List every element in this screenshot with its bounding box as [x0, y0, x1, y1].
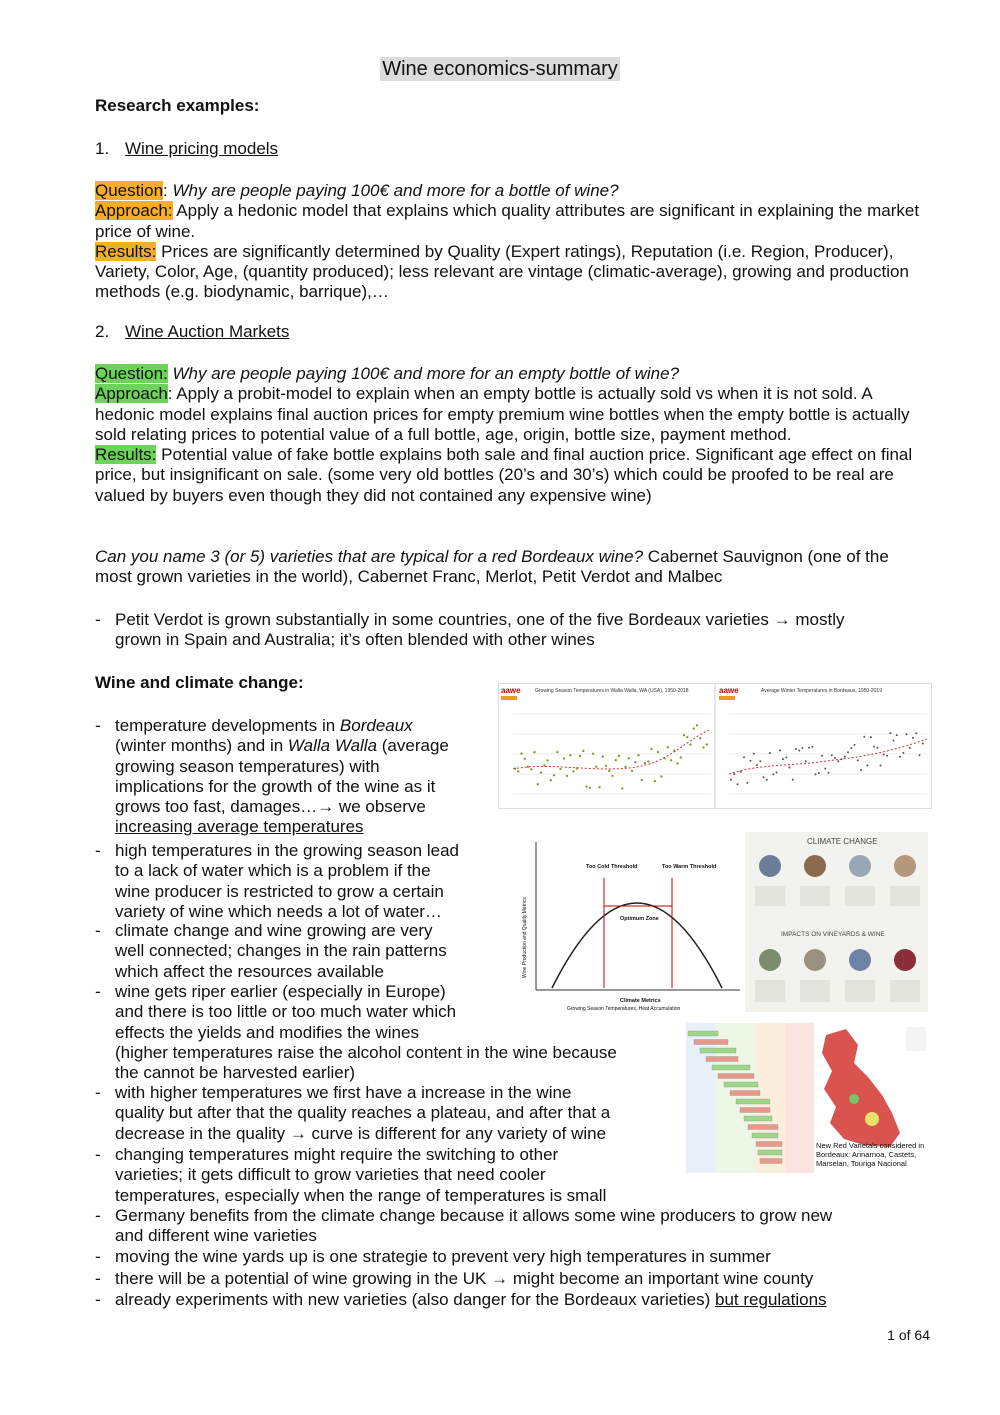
scatter-point: [572, 770, 574, 772]
dash: -: [95, 716, 101, 735]
results-label: Results:: [95, 241, 157, 261]
line: wine gets riper earlier (especially in Europe): [115, 982, 446, 1001]
icon-wine: [894, 949, 916, 971]
scatter-point: [641, 779, 643, 781]
question-label: Question:: [95, 364, 168, 383]
scatter-point: [893, 740, 895, 742]
line: Germany benefits from the climate change because it allows some wine producers to grow new: [115, 1206, 833, 1225]
scatter-point: [753, 753, 755, 755]
scatter-point: [699, 737, 701, 739]
scatter-point: [922, 743, 924, 745]
scatter-point: [683, 734, 685, 736]
scatter-point: [579, 755, 581, 757]
scatter-point: [537, 783, 539, 785]
line: grown in Spain and Australia; it’s often blended with other wines: [115, 630, 595, 650]
variety-bar: [756, 1142, 782, 1147]
dash: -: [95, 982, 101, 1001]
scatter-point: [637, 754, 639, 756]
line: growing season temperatures) with: [115, 756, 380, 776]
scatter-point: [602, 755, 604, 757]
scatter-point: [553, 774, 555, 776]
scatter-point: [837, 760, 839, 762]
scatter-point: [693, 727, 695, 729]
icon-phenology: [759, 949, 781, 971]
scatter-point: [650, 748, 652, 750]
variety-bar: [694, 1040, 728, 1045]
text-block: [800, 980, 830, 1002]
bullet-text: [115, 921, 495, 982]
text-block: [890, 980, 920, 1002]
scatter-point: [769, 752, 771, 754]
scatter-point: [670, 759, 672, 761]
dash: -: [95, 1083, 101, 1102]
logo-left: aawe: [501, 686, 521, 695]
line: high temperatures in the growing season lead: [115, 841, 459, 860]
scatter-point: [517, 770, 519, 772]
page-title: Wine economics-summary: [382, 58, 618, 80]
optimum-zone-svg: [512, 838, 742, 1013]
scatter-point: [828, 772, 830, 774]
line: varieties; it gets difficult to grow varieties that need cooler: [115, 1165, 546, 1185]
bullet-text: there will be a potential of wine growing in the UK → might become an important wine county: [115, 1269, 814, 1288]
scatter-point: [737, 783, 739, 785]
scatter-point: [847, 751, 849, 753]
zone-cool: [686, 1023, 716, 1173]
scatter-point: [595, 766, 597, 768]
scatter-point: [559, 768, 561, 770]
scatter-point: [733, 773, 735, 775]
scatter-point: [631, 770, 633, 772]
scatter-point: [644, 762, 646, 764]
variety-bar: [744, 1116, 772, 1121]
scatter-point: [919, 754, 921, 756]
scatter-point: [808, 747, 810, 749]
logo-bar-right: [719, 696, 735, 700]
scatter-point: [824, 768, 826, 770]
scatter-point: [589, 787, 591, 789]
results-text: Prices are significantly determined by Quality (Expert ratings), Reputation (i.e. Region, Producer), Variety, Color, Age, (quantity produced); less relevant are vintage (climatic-average), growing and production methods (e.g. biodynamic, barrique),…: [95, 241, 909, 302]
bullet-text: [115, 1206, 935, 1247]
scatter-point: [556, 751, 558, 753]
place-bordeaux: Bordeaux: [339, 716, 413, 735]
scatter-point: [896, 734, 898, 736]
scatter-point: [660, 775, 662, 777]
scatter-point: [863, 736, 865, 738]
approach-label: Approach:: [95, 201, 173, 221]
scatter-point: [880, 765, 882, 767]
scatter-point: [696, 724, 698, 726]
place-walla-walla: Walla Walla: [287, 736, 378, 756]
varieties-question: Can you name 3 (or 5) varieties that are typical for a red Bordeaux wine?: [95, 547, 644, 566]
x-axis-sub-label: Growing Season Temperatures, Heat Accumulation: [567, 1006, 681, 1012]
scatter-point: [582, 750, 584, 752]
approach-label: Approach: [95, 384, 168, 404]
scatter-point: [569, 754, 571, 756]
scatter-point: [598, 786, 600, 788]
variety-bar: [700, 1048, 736, 1053]
scatter-point: [566, 775, 568, 777]
scatter-point: [876, 747, 878, 749]
optimum-zone-figure: [512, 838, 742, 1013]
icon-temperature: [759, 855, 781, 877]
dash: -: [95, 610, 101, 629]
line: increasing average temperatures: [115, 817, 364, 837]
scatter-point: [706, 743, 708, 745]
line: grows too fast, damages…→ we observe: [115, 797, 426, 817]
variety-bar: [688, 1031, 718, 1036]
icon-ecosystems: [894, 855, 916, 877]
dash: -: [95, 921, 101, 940]
scatter-point: [870, 736, 872, 738]
dash: -: [95, 1269, 101, 1288]
scatter-point: [867, 765, 869, 767]
line: to a lack of water which is a problem if the: [115, 861, 431, 881]
line: changing temperatures might require the switching to other: [115, 1145, 559, 1164]
line: already experiments with new varieties (also danger for the Bordeaux varieties): [115, 1290, 716, 1309]
scatter-point: [621, 787, 623, 789]
impacts-header: IMPACTS ON VINEYARDS & WINE: [781, 931, 885, 938]
scatter-point: [702, 746, 704, 748]
scatter-point: [815, 773, 817, 775]
variety-bar: [752, 1133, 778, 1138]
scatter-point: [854, 744, 856, 746]
approach-text: Apply a hedonic model that explains which quality attributes are significant in explaining the market price of wine.: [95, 201, 920, 241]
scatter-point: [886, 755, 888, 757]
scatter-point: [530, 768, 532, 770]
logo-right: aawe: [719, 686, 739, 695]
line: implications for the growth of the wine as it: [115, 776, 436, 796]
bullet-text: moving the wine yards up is one strategie to prevent very high temperatures in summer: [115, 1247, 771, 1266]
bullet-text: [115, 1145, 695, 1206]
varieties-map-figure: [686, 1015, 928, 1175]
temperature-charts-figure: [498, 683, 932, 809]
scatter-point: [743, 756, 745, 758]
variety-bar: [736, 1099, 770, 1104]
scatter-point: [844, 756, 846, 758]
scatter-point: [615, 759, 617, 761]
text-block: [755, 980, 785, 1002]
line: decrease in the quality → curve is different for any variety of wine: [115, 1123, 607, 1143]
icon-hydric-stress: [804, 949, 826, 971]
scatter-point: [873, 746, 875, 748]
scatter-point: [906, 733, 908, 735]
scatter-point: [811, 746, 813, 748]
scatter-point: [585, 785, 587, 787]
scatter-point: [850, 747, 852, 749]
scatter-point: [789, 767, 791, 769]
scatter-point: [608, 770, 610, 772]
bullet-text: [115, 716, 495, 838]
variety-bar: [706, 1057, 738, 1062]
list-number: 1.: [95, 139, 110, 158]
scatter-point: [605, 765, 607, 767]
scatter-point: [654, 780, 656, 782]
research-heading: Research examples:: [95, 96, 260, 115]
bullet-text: [115, 1083, 695, 1144]
dash: -: [95, 1206, 101, 1225]
uk-map: [822, 1029, 900, 1147]
approach-text: : Apply a probit-model to explain when an empty bottle is actually sold vs when it is not sold. A hedonic model explains final auction prices for empty premium wine bottles when the empty bottle is actually sold relating prices to potential value of a full bottle, age, origin, bottle size, payment method.: [95, 384, 910, 444]
line: with higher temperatures we first have a increase in the wine: [115, 1083, 572, 1102]
line: wine producer is restricted to grow a certain: [115, 881, 444, 901]
variety-bar: [718, 1074, 754, 1079]
list-number: 2.: [95, 322, 110, 341]
variety-bar: [730, 1091, 760, 1096]
logo-bar-left: [501, 696, 517, 700]
scatter-point: [680, 756, 682, 758]
scatter-point: [647, 760, 649, 762]
separator: :: [163, 181, 173, 200]
question-text: Why are people paying 100€ and more for an empty bottle of wine?: [167, 364, 680, 383]
map-caption-wrap: [816, 1141, 928, 1175]
too-warm-label: Too Warm Threshold: [662, 864, 717, 870]
page-number: 1 of 64: [887, 1327, 930, 1343]
variety-bar: [712, 1065, 750, 1070]
scatter-point: [857, 759, 859, 761]
text-block: [845, 886, 875, 906]
line: but regulations: [715, 1290, 827, 1309]
results-label: Results:: [95, 445, 157, 465]
scatter-point: [915, 732, 917, 734]
question-text: Why are people paying 100€ and more for a bottle of wine?: [172, 181, 619, 200]
scatter-point: [883, 754, 885, 756]
line: (higher temperatures raise the alcohol content in the wine because: [115, 1042, 617, 1062]
scatter-point: [912, 737, 914, 739]
list-item-2: [95, 322, 289, 342]
line: temperature developments in: [115, 716, 340, 735]
scatter-point: [756, 764, 758, 766]
scatter-point: [763, 776, 765, 778]
scatter-point: [821, 755, 823, 757]
climate-impacts-figure: [745, 832, 928, 1012]
dash: -: [95, 1290, 101, 1309]
line: and there is too little or too much water which: [115, 1002, 457, 1022]
scatter-point: [592, 753, 594, 755]
variety-bar: [758, 1150, 782, 1155]
scatter-point: [802, 747, 804, 749]
variety-bar: [748, 1125, 778, 1130]
question-label: Question: [95, 181, 164, 200]
title-wrap: [0, 58, 1000, 81]
y-axis-label: Wine Production and Quality Metrics: [522, 897, 528, 978]
text-block: [845, 980, 875, 1002]
scatter-point: [686, 736, 688, 738]
scatter-point: [546, 759, 548, 761]
scatter-point: [782, 758, 784, 760]
bullet-text: [115, 610, 844, 651]
dash: -: [95, 1145, 101, 1164]
scatter-point: [889, 732, 891, 734]
line: climate change and wine growing are very: [115, 921, 433, 940]
zone-hot: [786, 1023, 814, 1173]
scatter-point: [805, 760, 807, 762]
varieties-map-svg: [686, 1015, 928, 1175]
scatter-point: [550, 779, 552, 781]
scatter-point: [520, 752, 522, 754]
scatter-point: [785, 756, 787, 758]
line: which affect the resources available: [115, 961, 385, 981]
scatter-point: [759, 760, 761, 762]
map-zone: [849, 1094, 859, 1104]
variety-bar: [760, 1159, 782, 1164]
varieties-answer: Cabernet Sauvignon (one of the most grown varieties in the world), Cabernet Franc, Merlot, Petit Verdot and Malbec: [95, 547, 889, 587]
optimum-label: Optimum Zone: [620, 916, 659, 922]
line: variety of wine which needs a lot of water…: [115, 901, 442, 921]
map-caption: New Red Varietals considered in Bordeaux: Arinarnoa, Castets, Marselan, Touriga Nacional: [816, 1141, 925, 1168]
scatter-point: [618, 755, 620, 757]
line: (winter months) and in: [115, 736, 288, 756]
scatter-point: [795, 748, 797, 750]
scatter-point: [624, 766, 626, 768]
line: effects the yields and modifies the wines: [115, 1022, 419, 1042]
line: well connected; changes in the rain patterns: [115, 941, 447, 961]
text-block: [755, 886, 785, 906]
petit-verdot-bullet: [95, 610, 935, 652]
scatter-point: [772, 773, 774, 775]
scatter-point: [860, 769, 862, 771]
scatter-point: [628, 757, 630, 759]
scatter-point: [634, 761, 636, 763]
scatter-point: [750, 760, 752, 762]
line: the cannot be harvested earlier): [115, 1063, 356, 1083]
auction-block: [95, 364, 925, 506]
line: quality but after that the quality reaches a plateau, and after that a: [115, 1103, 611, 1123]
icon-yield: [849, 949, 871, 971]
scatter-point: [533, 751, 535, 753]
list-item-1: [95, 139, 278, 159]
variety-bar: [740, 1108, 770, 1113]
icon-seasons: [804, 855, 826, 877]
too-cold-label: Too Cold Threshold: [586, 864, 638, 870]
scatter-point: [657, 751, 659, 753]
scatter-point: [563, 757, 565, 759]
zone-intermediate: [716, 1023, 756, 1173]
scatter-point: [831, 754, 833, 756]
icon-rainfall: [849, 855, 871, 877]
scatter-point: [834, 757, 836, 759]
map-zone: [865, 1112, 879, 1126]
scatter-point: [667, 746, 669, 748]
line: temperatures, especially when the range of temperatures is small: [115, 1185, 607, 1205]
scatter-point: [540, 771, 542, 773]
scatter-point: [776, 771, 778, 773]
scatter-point: [524, 758, 526, 760]
scatter-point: [746, 782, 748, 784]
x-axis-label: Climate Metrics: [620, 998, 661, 1004]
climate-change-header: CLIMATE CHANGE: [807, 837, 878, 846]
line: (average: [377, 736, 449, 756]
climate-impacts-svg: [745, 832, 928, 1012]
line: and different wine varieties: [115, 1226, 317, 1246]
dash: -: [95, 841, 101, 860]
scatter-point: [611, 775, 613, 777]
temperature-charts-svg: [499, 684, 931, 808]
scatter-point: [689, 743, 691, 745]
pricing-block: [95, 181, 925, 303]
scatter-point: [730, 779, 732, 781]
bullet-text: [115, 841, 495, 922]
scatter-point: [909, 747, 911, 749]
list-label: Wine pricing models: [125, 139, 279, 158]
text-block: [800, 886, 830, 906]
climate-heading: Wine and climate change:: [95, 673, 304, 692]
scatter-point: [818, 772, 820, 774]
scatter-point: [798, 750, 800, 752]
scatter-point: [902, 752, 904, 754]
list-label: Wine Auction Markets: [125, 322, 290, 341]
scatter-point: [792, 779, 794, 781]
chart-title-right: Average Winter Temperatures in Bordeaux, 1950-2019: [761, 688, 882, 694]
scatter-point: [766, 779, 768, 781]
results-text: Potential value of fake bottle explains both sale and final auction price. Significant age effect on final price, but insignificant on sale. (some very old bottles (20’s and 30’s) which could be proofed to be real are valued by buyers even though they did not contained any expensive wine): [95, 445, 913, 505]
line: Petit Verdot is grown substantially in some countries, one of the five Bordeaux varieties → mostly: [115, 610, 845, 629]
scatter-point: [676, 762, 678, 764]
scatter-point: [899, 756, 901, 758]
text-block: [890, 886, 920, 906]
bullet-text: [115, 1290, 935, 1310]
dash: -: [95, 1247, 101, 1266]
scatter-point: [779, 749, 781, 751]
variety-bar: [724, 1082, 758, 1087]
varieties-paragraph: [95, 547, 925, 588]
map-legend: [906, 1027, 926, 1051]
chart-title-left: Growing Season Temperatures in Walla Walla, WA (USA), 1950-2018: [535, 688, 689, 694]
